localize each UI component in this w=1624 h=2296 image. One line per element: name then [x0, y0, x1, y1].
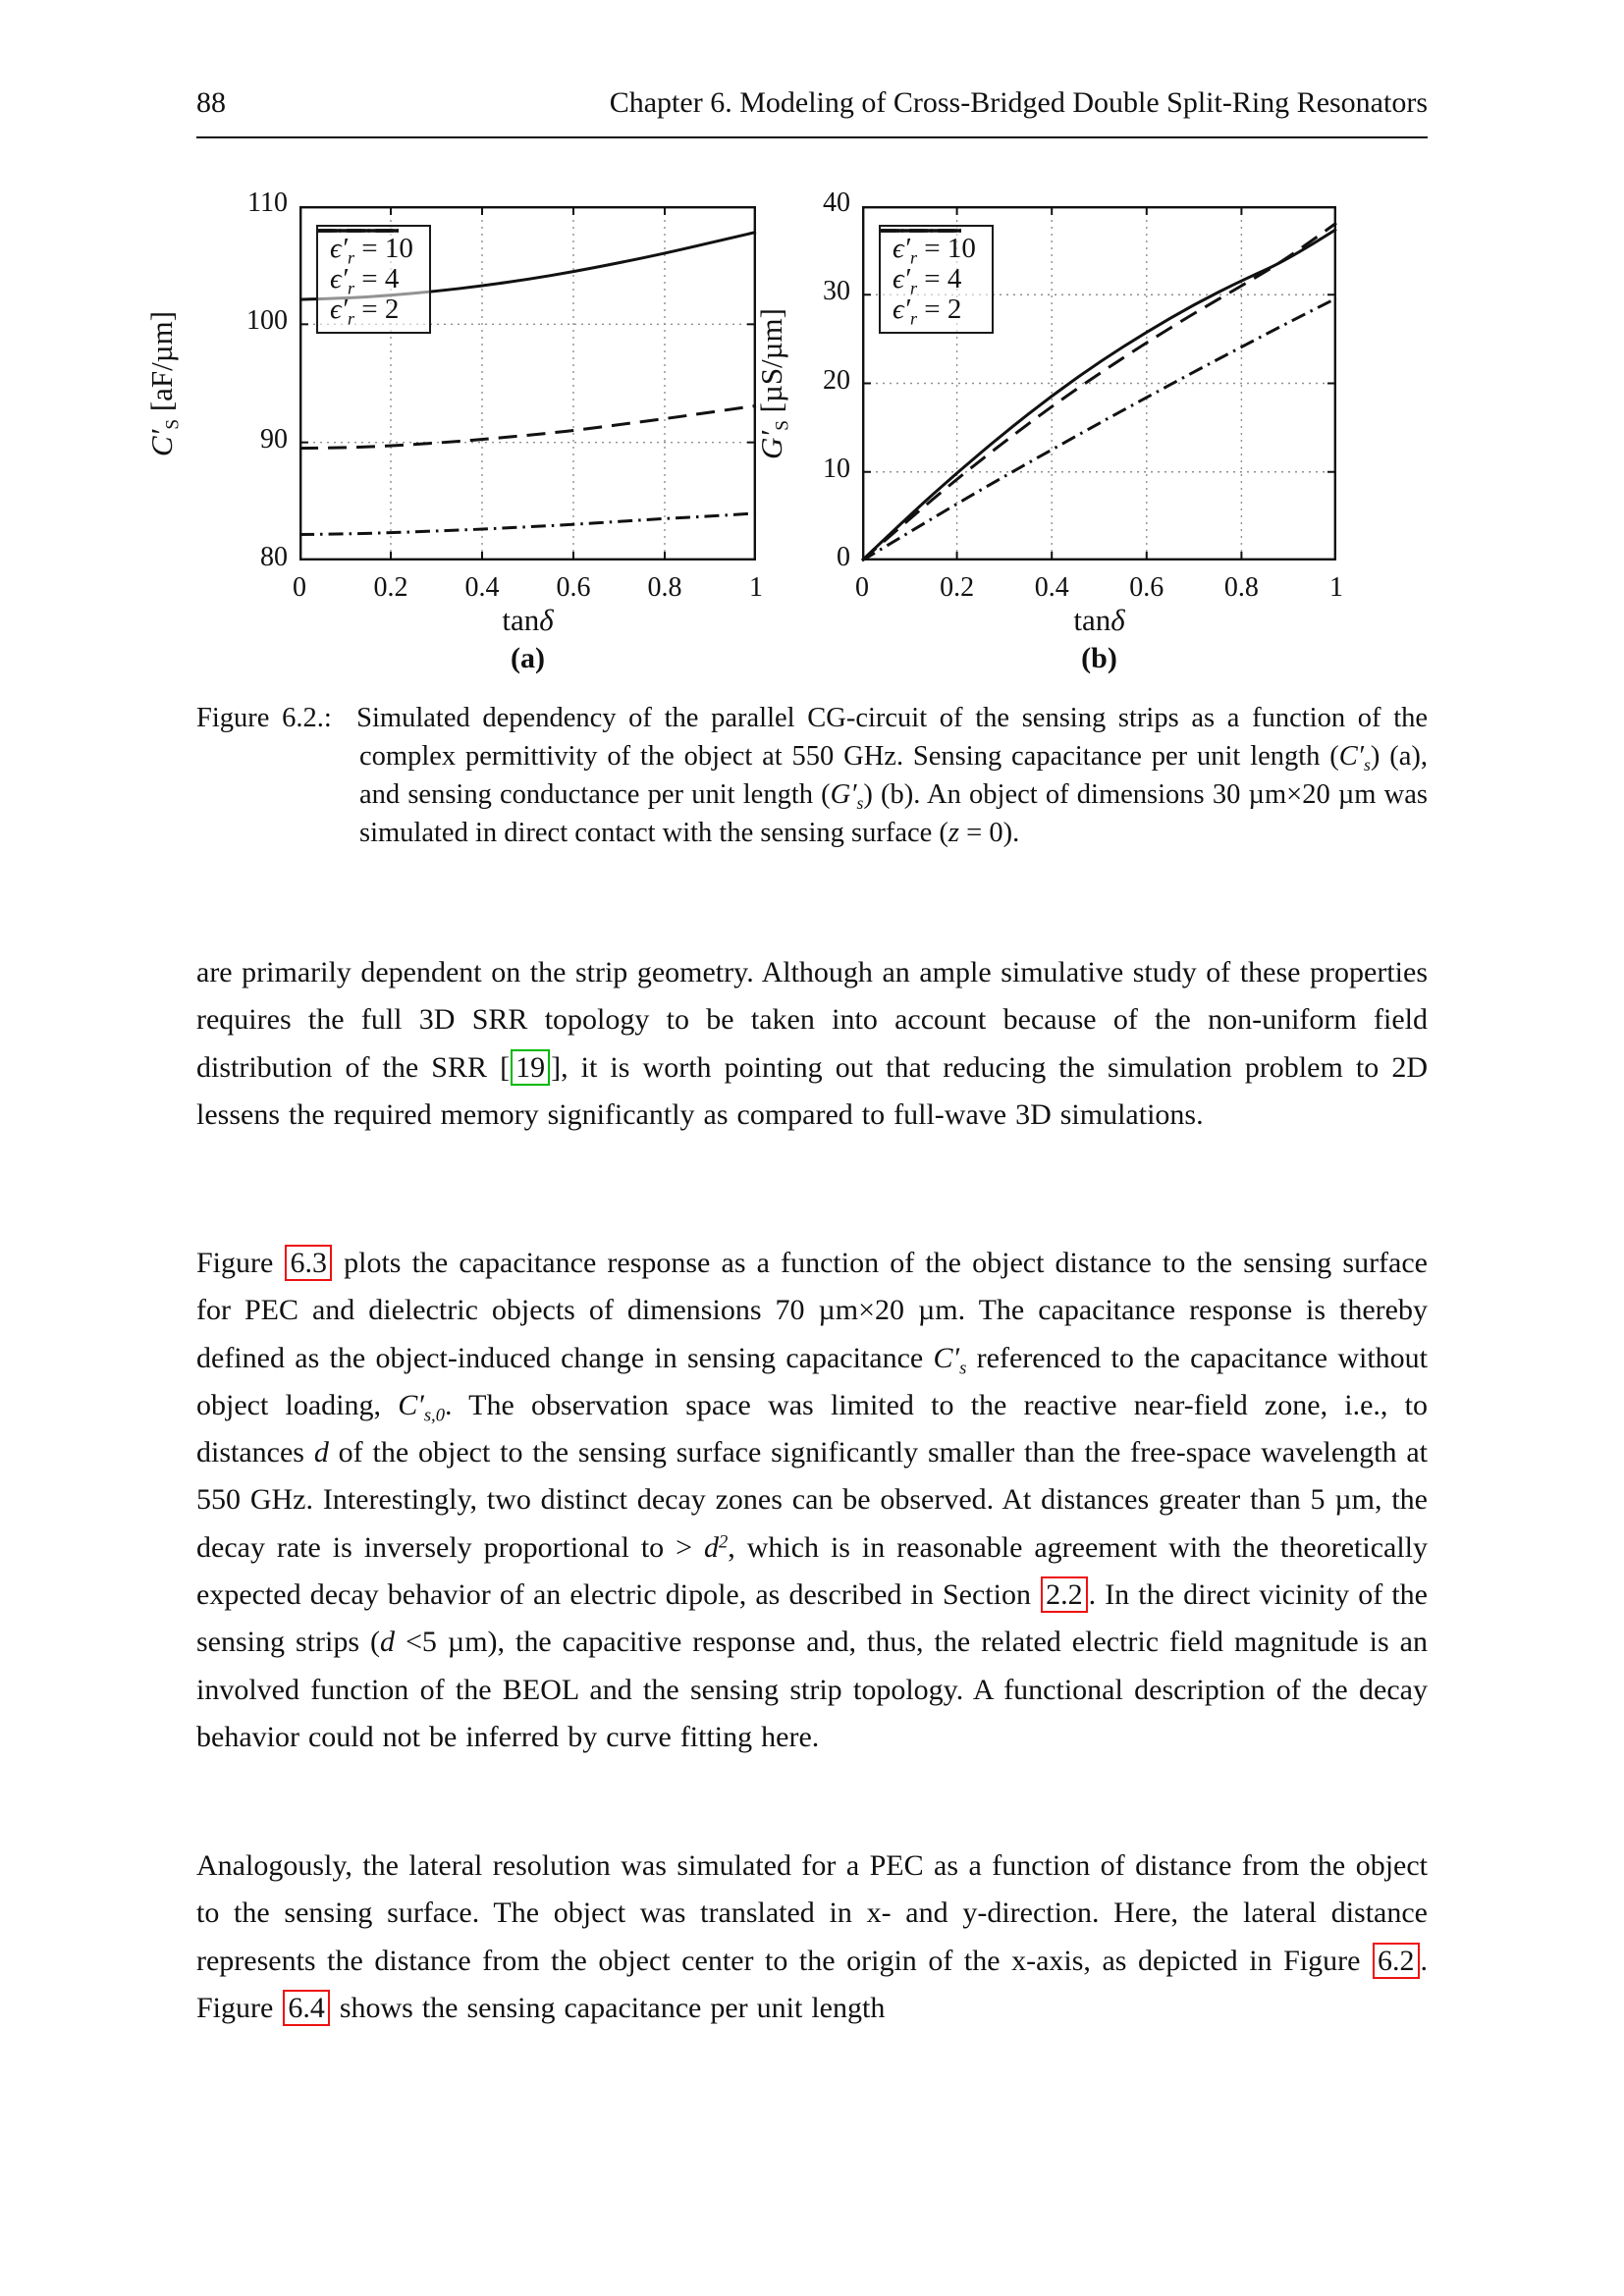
figure-ref-link[interactable]: 6.4	[283, 1990, 330, 2026]
legend-entry-label: $\epsilon'_r = 2$	[330, 294, 400, 329]
figure-caption	[196, 699, 1428, 852]
paragraph-1	[196, 949, 1428, 1139]
text-segment: shows the sensing capacitance per unit length	[330, 1991, 886, 2024]
subfigure-label-b: (b)	[1081, 642, 1117, 674]
text-segment: ) (a), and sensing conductance per unit length (	[359, 741, 1428, 810]
legend-entry-label: $\epsilon'_r = 10$	[893, 233, 976, 268]
legend-entry-label: $\epsilon'_r = 2$	[893, 294, 962, 329]
paragraph-3	[196, 1842, 1428, 2032]
citation-link[interactable]: 19	[511, 1049, 550, 1086]
figure-ref-link[interactable]: 6.2	[1373, 1943, 1420, 1979]
y-tick-label: 20	[823, 364, 850, 396]
x-tick-label: 1	[749, 572, 763, 603]
text-segment: are primarily dependent on the strip geometry. Although an ample simulative study of these properties requires the full 3D SRR topology to be taken into account because of the non-uniform field distribution of the SRR [	[196, 956, 1428, 1084]
figure-ref-link[interactable]: 6.3	[285, 1245, 332, 1281]
text-segment: $C'_s$	[1338, 741, 1371, 775]
x-tick-label: 1	[1329, 572, 1343, 603]
figure-caption-label: Figure 6.2.:	[196, 703, 332, 733]
text-segment: . Figure	[196, 1944, 1428, 2024]
y-tick-label: 80	[260, 542, 288, 572]
y-tick-label: 40	[823, 187, 850, 218]
header-rule	[196, 136, 1428, 138]
text-segment: d	[380, 1626, 395, 1659]
y-tick-label: 90	[260, 423, 288, 454]
chart-b-plot-area	[754, 187, 1343, 637]
x-tick-label: 0	[855, 572, 869, 603]
text-segment: $d^2$	[703, 1530, 729, 1564]
legend-entry	[330, 263, 413, 298]
legend-entry	[330, 294, 413, 329]
y-axis-label: $G'_S$ [µS/µm]	[754, 307, 793, 459]
x-tick-label: 0.4	[464, 572, 500, 603]
paragraph-2	[196, 1240, 1428, 1761]
y-tick-label: 0	[837, 542, 850, 572]
text-segment: . The observation space was limited to the reactive near-field zone, i.e., to distances	[196, 1388, 1428, 1469]
text-segment: Simulated dependency of the parallel CG-circuit of the sensing strips as a function of the complex permittivity of the object at 550 GHz. Sensing capacitance per unit length (	[356, 703, 1429, 772]
text-segment: Figure	[196, 1247, 285, 1279]
legend-line-sample	[318, 227, 399, 235]
text-segment: Analogously, the lateral resolution was simulated for a PEC as a function of distance from the object to the sensing surface. The object was translated in x- and y-direction. Here, the lateral distance represents the distance from the object center to the origin of the x-axis, as depicted in Figure	[196, 1849, 1428, 1977]
text-segment: . In the direct vicinity of the sensing strips (	[196, 1578, 1428, 1659]
legend-entry-label: $\epsilon'_r = 10$	[330, 233, 413, 268]
text-segment: $C'_{s,0}$	[398, 1388, 445, 1426]
subfigure-label-a: (a)	[511, 642, 545, 674]
text-segment: $G'_s$	[830, 779, 864, 814]
text-segment: referenced to the capacitance without object loading,	[196, 1341, 1428, 1421]
text-segment: = 0).	[959, 818, 1020, 848]
running-header: Chapter 6. Modeling of Cross-Bridged Double Split-Ring Resonators	[609, 86, 1428, 119]
legend-entry	[893, 233, 976, 268]
text-segment: ], it is worth pointing out that reducing the simulation problem to 2D lessens the required memory significantly as compared to full-wave 3D simulations.	[196, 1050, 1428, 1131]
x-tick-label: 0.4	[1034, 572, 1069, 603]
text-segment: z	[947, 818, 959, 848]
x-tick-label: 0.8	[1223, 572, 1259, 603]
legend-line-sample	[881, 227, 961, 235]
legend-entry	[893, 263, 976, 298]
text-segment: plots the capacitance response as a function of the object distance to the sensing surface for PEC and dielectric objects of dimensions 70 µm×20 µm. The capacitance response is thereby defined as the object-induced change in sensing capacitance	[196, 1247, 1428, 1374]
x-axis-label: tanδ	[502, 603, 554, 637]
chart-a-plot-area	[144, 187, 763, 637]
x-axis-label: tanδ	[1073, 603, 1125, 637]
x-tick-label: 0.2	[373, 572, 408, 603]
x-tick-label: 0	[293, 572, 306, 603]
text-segment: <5 µm), the capacitive response and, thus, the related electric field magnitude is an involved function of the BEOL and the sensing strip topology. A functional description of the decay behavior could not be inferred by curve fitting here.	[196, 1626, 1428, 1753]
y-tick-label: 100	[246, 305, 288, 337]
legend	[316, 225, 431, 334]
page-number: 88	[196, 86, 226, 119]
legend-entry	[330, 233, 413, 268]
y-tick-label: 110	[247, 187, 288, 218]
legend-entry-label: $\epsilon'_r = 4$	[330, 263, 400, 298]
legend-entry-label: $\epsilon'_r = 4$	[893, 263, 962, 298]
legend-entry	[893, 294, 976, 329]
figure-ref-link[interactable]: 2.2	[1041, 1576, 1088, 1613]
text-segment: of the object to the sensing surface significantly smaller than the free-space wavelength at 550 GHz. Interestingly, two distinct decay zones can be observed. At distances greater than 5 µm, the decay rate is inversely proportional to >	[196, 1436, 1428, 1564]
legend	[879, 225, 994, 334]
y-tick-label: 10	[823, 453, 850, 484]
text-segment: d	[313, 1436, 329, 1469]
text-segment: ) (b). An object of dimensions 30 µm×20 µm was simulated in direct contact with the sensing surface (	[359, 779, 1428, 848]
x-tick-label: 0.2	[940, 572, 975, 603]
x-tick-label: 0.6	[556, 572, 591, 603]
x-tick-label: 0.6	[1129, 572, 1164, 603]
y-tick-label: 30	[823, 276, 850, 307]
text-segment: , which is in reasonable agreement with the theoretically expected decay behavior of an electric dipole, as described in Section	[196, 1530, 1428, 1612]
figure-caption-text	[356, 703, 1428, 848]
text-segment: $C'_s$	[933, 1341, 967, 1379]
x-tick-label: 0.8	[647, 572, 682, 603]
y-axis-label: $C'_S$ [aF/µm]	[144, 310, 184, 456]
